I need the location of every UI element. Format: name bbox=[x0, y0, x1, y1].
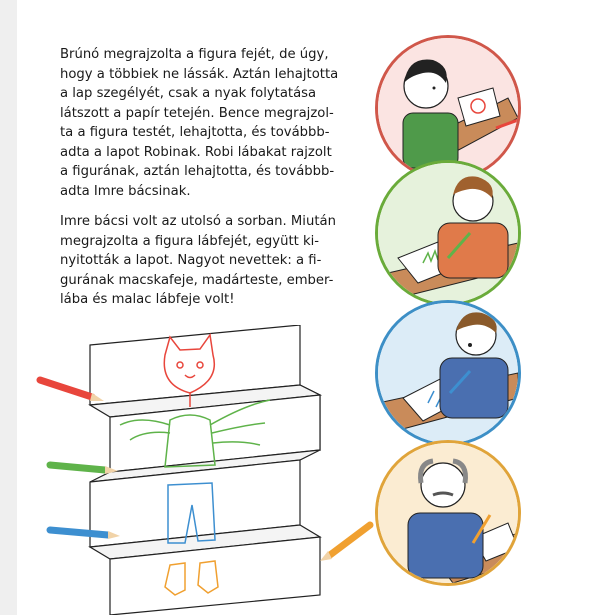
text-line: a figurának, aztán lehajtotta, és továbbb- bbox=[60, 164, 335, 179]
text-line: adta Imre bácsinak. bbox=[60, 183, 191, 199]
text-line: nyitották a lapot. Nagyot nevettek: a fi- bbox=[60, 253, 322, 268]
text-line: adta a lapot Robinak. Robi lábakat rajzolt bbox=[60, 144, 332, 160]
text-line: Imre bácsi volt az utolsó a sorban. Miután bbox=[60, 214, 336, 229]
folded-paper bbox=[90, 325, 320, 615]
story-paragraph-2 bbox=[60, 212, 370, 310]
illustration-bence-drawing bbox=[375, 160, 521, 306]
text-line: gurának macskafeje, madárteste, ember- bbox=[60, 272, 334, 288]
text-line: a lap szegélyét, csak a nyak folytatása bbox=[60, 86, 317, 101]
text-line: hogy a többiek ne lássák. Aztán lehajtotta bbox=[60, 66, 339, 82]
green-pencil-icon bbox=[50, 465, 118, 474]
text-line: megrajzolta a figura lábfejét, együtt ki- bbox=[60, 233, 320, 249]
text-line: lába és malac lábfeje volt! bbox=[60, 292, 235, 307]
story-paragraph-1 bbox=[60, 45, 370, 201]
folded-paper-drawing bbox=[30, 325, 380, 615]
page-edge bbox=[0, 0, 17, 615]
illustration-imre-drawing bbox=[375, 440, 521, 586]
text-line: látszott a papír tetején. Bence megrajzol- bbox=[60, 105, 334, 121]
illustration-robi-drawing bbox=[375, 300, 521, 446]
text-line: ta a figura testét, lehajtotta, és továbbb- bbox=[60, 125, 330, 140]
orange-pencil-icon bbox=[320, 525, 370, 561]
text-line: Brúnó megrajzolta a figura fejét, de úgy, bbox=[60, 47, 329, 62]
